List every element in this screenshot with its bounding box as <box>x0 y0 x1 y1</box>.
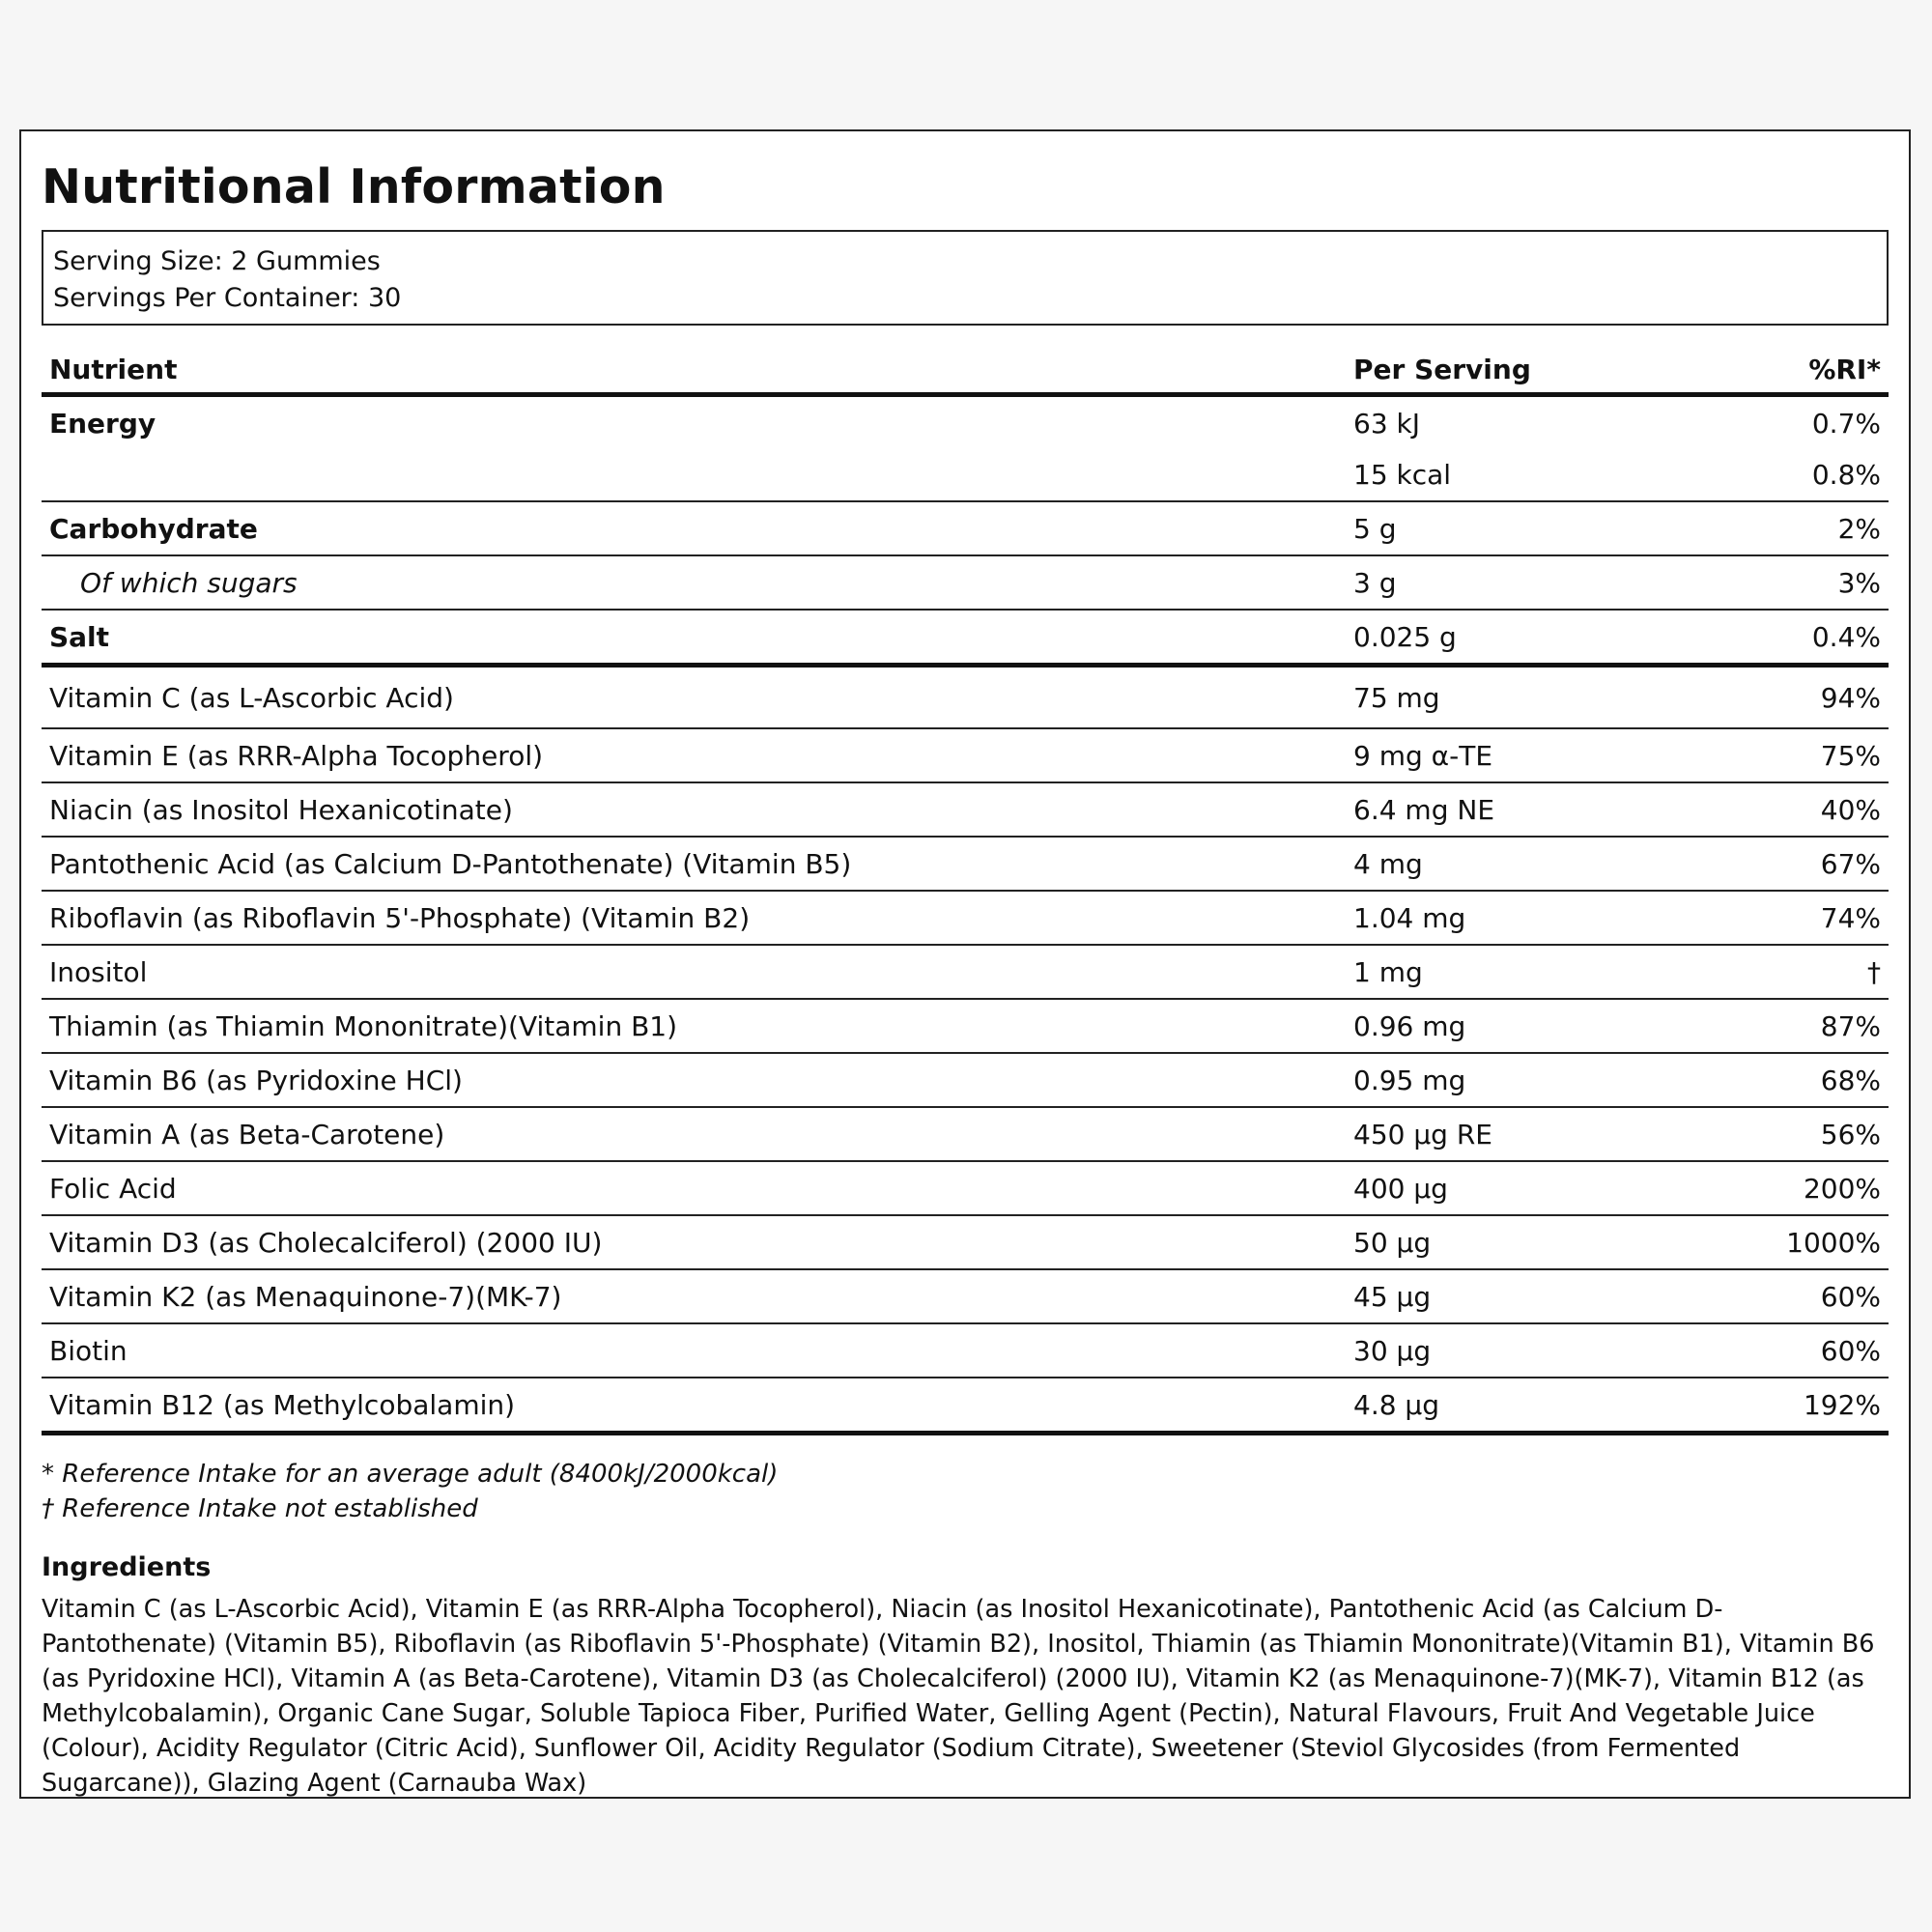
header-nutrient: Nutrient <box>42 347 1346 395</box>
nutrient-name: Salt <box>42 610 1346 666</box>
table-row <box>42 1269 1889 1323</box>
nutrient-amount: 1 mg <box>1346 945 1738 999</box>
nutrient-amount: 15 kcal <box>1346 449 1738 501</box>
nutrient-amount: 6.4 mg NE <box>1346 782 1738 837</box>
nutrient-ri: 3% <box>1738 555 1889 610</box>
table-row <box>42 945 1889 999</box>
table-row-sugars <box>42 555 1889 610</box>
nutrient-amount: 0.025 g <box>1346 610 1738 666</box>
nutrient-ri: 1000% <box>1738 1215 1889 1269</box>
nutrient-ri: 56% <box>1738 1107 1889 1161</box>
table-row <box>42 1053 1889 1107</box>
nutrient-name: Inositol <box>42 945 1346 999</box>
nutrient-ri: 192% <box>1738 1378 1889 1434</box>
nutrient-amount: 63 kJ <box>1353 407 1421 440</box>
nutrient-amount: 0.95 mg <box>1346 1053 1738 1107</box>
nutrient-ri: 200% <box>1738 1161 1889 1215</box>
nutrient-amount: 45 µg <box>1346 1269 1738 1323</box>
table-row-energy-kcal <box>42 449 1889 501</box>
nutrient-amount: 400 µg <box>1346 1161 1738 1215</box>
nutrient-amount: 3 g <box>1346 555 1738 610</box>
nutrient-name: Energy <box>49 407 156 440</box>
serving-size: Serving Size: 2 Gummies <box>53 246 381 276</box>
nutrient-name: Vitamin C (as L-Ascorbic Acid) <box>42 666 1346 729</box>
nutrient-name: Vitamin B6 (as Pyridoxine HCl) <box>42 1053 1346 1107</box>
nutrient-name: Niacin (as Inositol Hexanicotinate) <box>42 782 1346 837</box>
table-row <box>42 999 1889 1053</box>
nutrient-ri: 67% <box>1738 837 1889 891</box>
footnotes <box>42 1457 1889 1526</box>
nutrient-amount: 30 µg <box>1346 1323 1738 1378</box>
nutrient-ri: 0.8% <box>1738 449 1889 501</box>
nutrient-amount: 0.96 mg <box>1346 999 1738 1053</box>
nutrient-amount: 5 g <box>1346 501 1738 555</box>
table-row <box>42 1107 1889 1161</box>
nutrient-ri: 68% <box>1738 1053 1889 1107</box>
nutrient-name: Carbohydrate <box>42 501 1346 555</box>
table-row <box>42 1378 1889 1434</box>
nutrient-name: Vitamin E (as RRR-Alpha Tocopherol) <box>42 728 1346 782</box>
serving-info-box <box>42 230 1889 326</box>
nutrient-ri: 87% <box>1738 999 1889 1053</box>
table-row <box>42 1215 1889 1269</box>
nutrient-amount: 450 µg RE <box>1346 1107 1738 1161</box>
header-ri: %RI* <box>1738 347 1889 395</box>
nutrient-name: Of which sugars <box>42 555 1346 610</box>
servings-per-container: Servings Per Container: 30 <box>53 283 402 313</box>
ingredients-heading: Ingredients <box>42 1552 212 1582</box>
nutrient-ri: † <box>1738 945 1889 999</box>
nutrient-ri: 60% <box>1738 1269 1889 1323</box>
footnote-reference-intake: * Reference Intake for an average adult (8400kJ/2000kcal) <box>42 1460 779 1489</box>
nutrient-name: Vitamin K2 (as Menaquinone-7)(MK-7) <box>42 1269 1346 1323</box>
nutrient-ri: 94% <box>1738 666 1889 729</box>
table-row <box>42 1161 1889 1215</box>
vitamins-section <box>42 666 1889 1434</box>
nutrient-ri: 75% <box>1738 728 1889 782</box>
table-row-salt <box>42 610 1889 666</box>
nutrient-name: Biotin <box>42 1323 1346 1378</box>
table-row-energy-kj <box>42 395 1889 450</box>
nutrient-ri: 74% <box>1738 891 1889 945</box>
table-header-row <box>42 347 1889 395</box>
nutrient-name: Folic Acid <box>42 1161 1346 1215</box>
table-row <box>42 728 1889 782</box>
nutrient-name: Vitamin B12 (as Methylcobalamin) <box>42 1378 1346 1434</box>
nutrition-label-panel <box>19 129 1911 1799</box>
table-row-carbohydrate <box>42 501 1889 555</box>
table-row <box>42 1323 1889 1378</box>
page-title: Nutritional Information <box>42 159 666 214</box>
nutrient-amount: 1.04 mg <box>1346 891 1738 945</box>
nutrient-ri: 2% <box>1738 501 1889 555</box>
nutrition-table <box>42 347 1889 1435</box>
nutrient-ri: 40% <box>1738 782 1889 837</box>
table-row <box>42 891 1889 945</box>
table-row <box>42 666 1889 729</box>
nutrient-amount: 4 mg <box>1346 837 1738 891</box>
nutrient-amount: 50 µg <box>1346 1215 1738 1269</box>
nutrient-ri: 60% <box>1738 1323 1889 1378</box>
footnote-not-established: † Reference Intake not established <box>42 1494 478 1523</box>
ingredients-text: Vitamin C (as L-Ascorbic Acid), Vitamin E (as RRR-Alpha Tocopherol), Niacin (as Inositol Hexanicotinate), Pantothenic Acid (as Calcium D-Pantothenate) (Vitamin B5), Riboflavin (as Riboflavin 5'-Phosphate) (Vitamin B2), Inositol, Thiamin (as Thiamin Mononitrate)(Vitamin B1), Vitamin B6 (as Pyridoxine HCl), Vitamin A (as Beta-Carotene), Vitamin D3 (as Cholecalciferol) (2000 IU), Vitamin K2 (as Menaquinone-7)(MK-7), Vitamin B12 (as Methylcobalamin), Organic Cane Sugar, Soluble Tapioca Fiber, Purified Water, Gelling Agent (Pectin), Natural Flavours, Fruit And Vegetable Juice (Colour), Acidity Regulator (Citric Acid), Sunflower Oil, Acidity Regulator (Sodium Citrate), Sweetener (Steviol Glycosides (from Fermented Sugarcane)), Glazing Agent (Carnauba Wax) <box>42 1595 1875 1798</box>
nutrient-name: Vitamin D3 (as Cholecalciferol) (2000 IU) <box>42 1215 1346 1269</box>
nutrient-amount: 75 mg <box>1346 666 1738 729</box>
nutrient-amount: 4.8 µg <box>1346 1378 1738 1434</box>
nutrition-label-content <box>42 131 1889 1801</box>
nutrient-ri: 0.7% <box>1811 407 1881 440</box>
nutrient-amount: 9 mg α-TE <box>1346 728 1738 782</box>
table-row <box>42 782 1889 837</box>
nutrient-name: Vitamin A (as Beta-Carotene) <box>42 1107 1346 1161</box>
table-row <box>42 837 1889 891</box>
nutrient-ri: 0.4% <box>1738 610 1889 666</box>
nutrient-name-empty <box>42 449 1346 501</box>
nutrient-name: Pantothenic Acid (as Calcium D-Pantothenate) (Vitamin B5) <box>42 837 1346 891</box>
nutrient-name: Riboflavin (as Riboflavin 5'-Phosphate) (Vitamin B2) <box>42 891 1346 945</box>
macros-section <box>42 395 1889 666</box>
header-per-serving: Per Serving <box>1346 347 1738 395</box>
nutrient-name: Thiamin (as Thiamin Mononitrate)(Vitamin B1) <box>42 999 1346 1053</box>
